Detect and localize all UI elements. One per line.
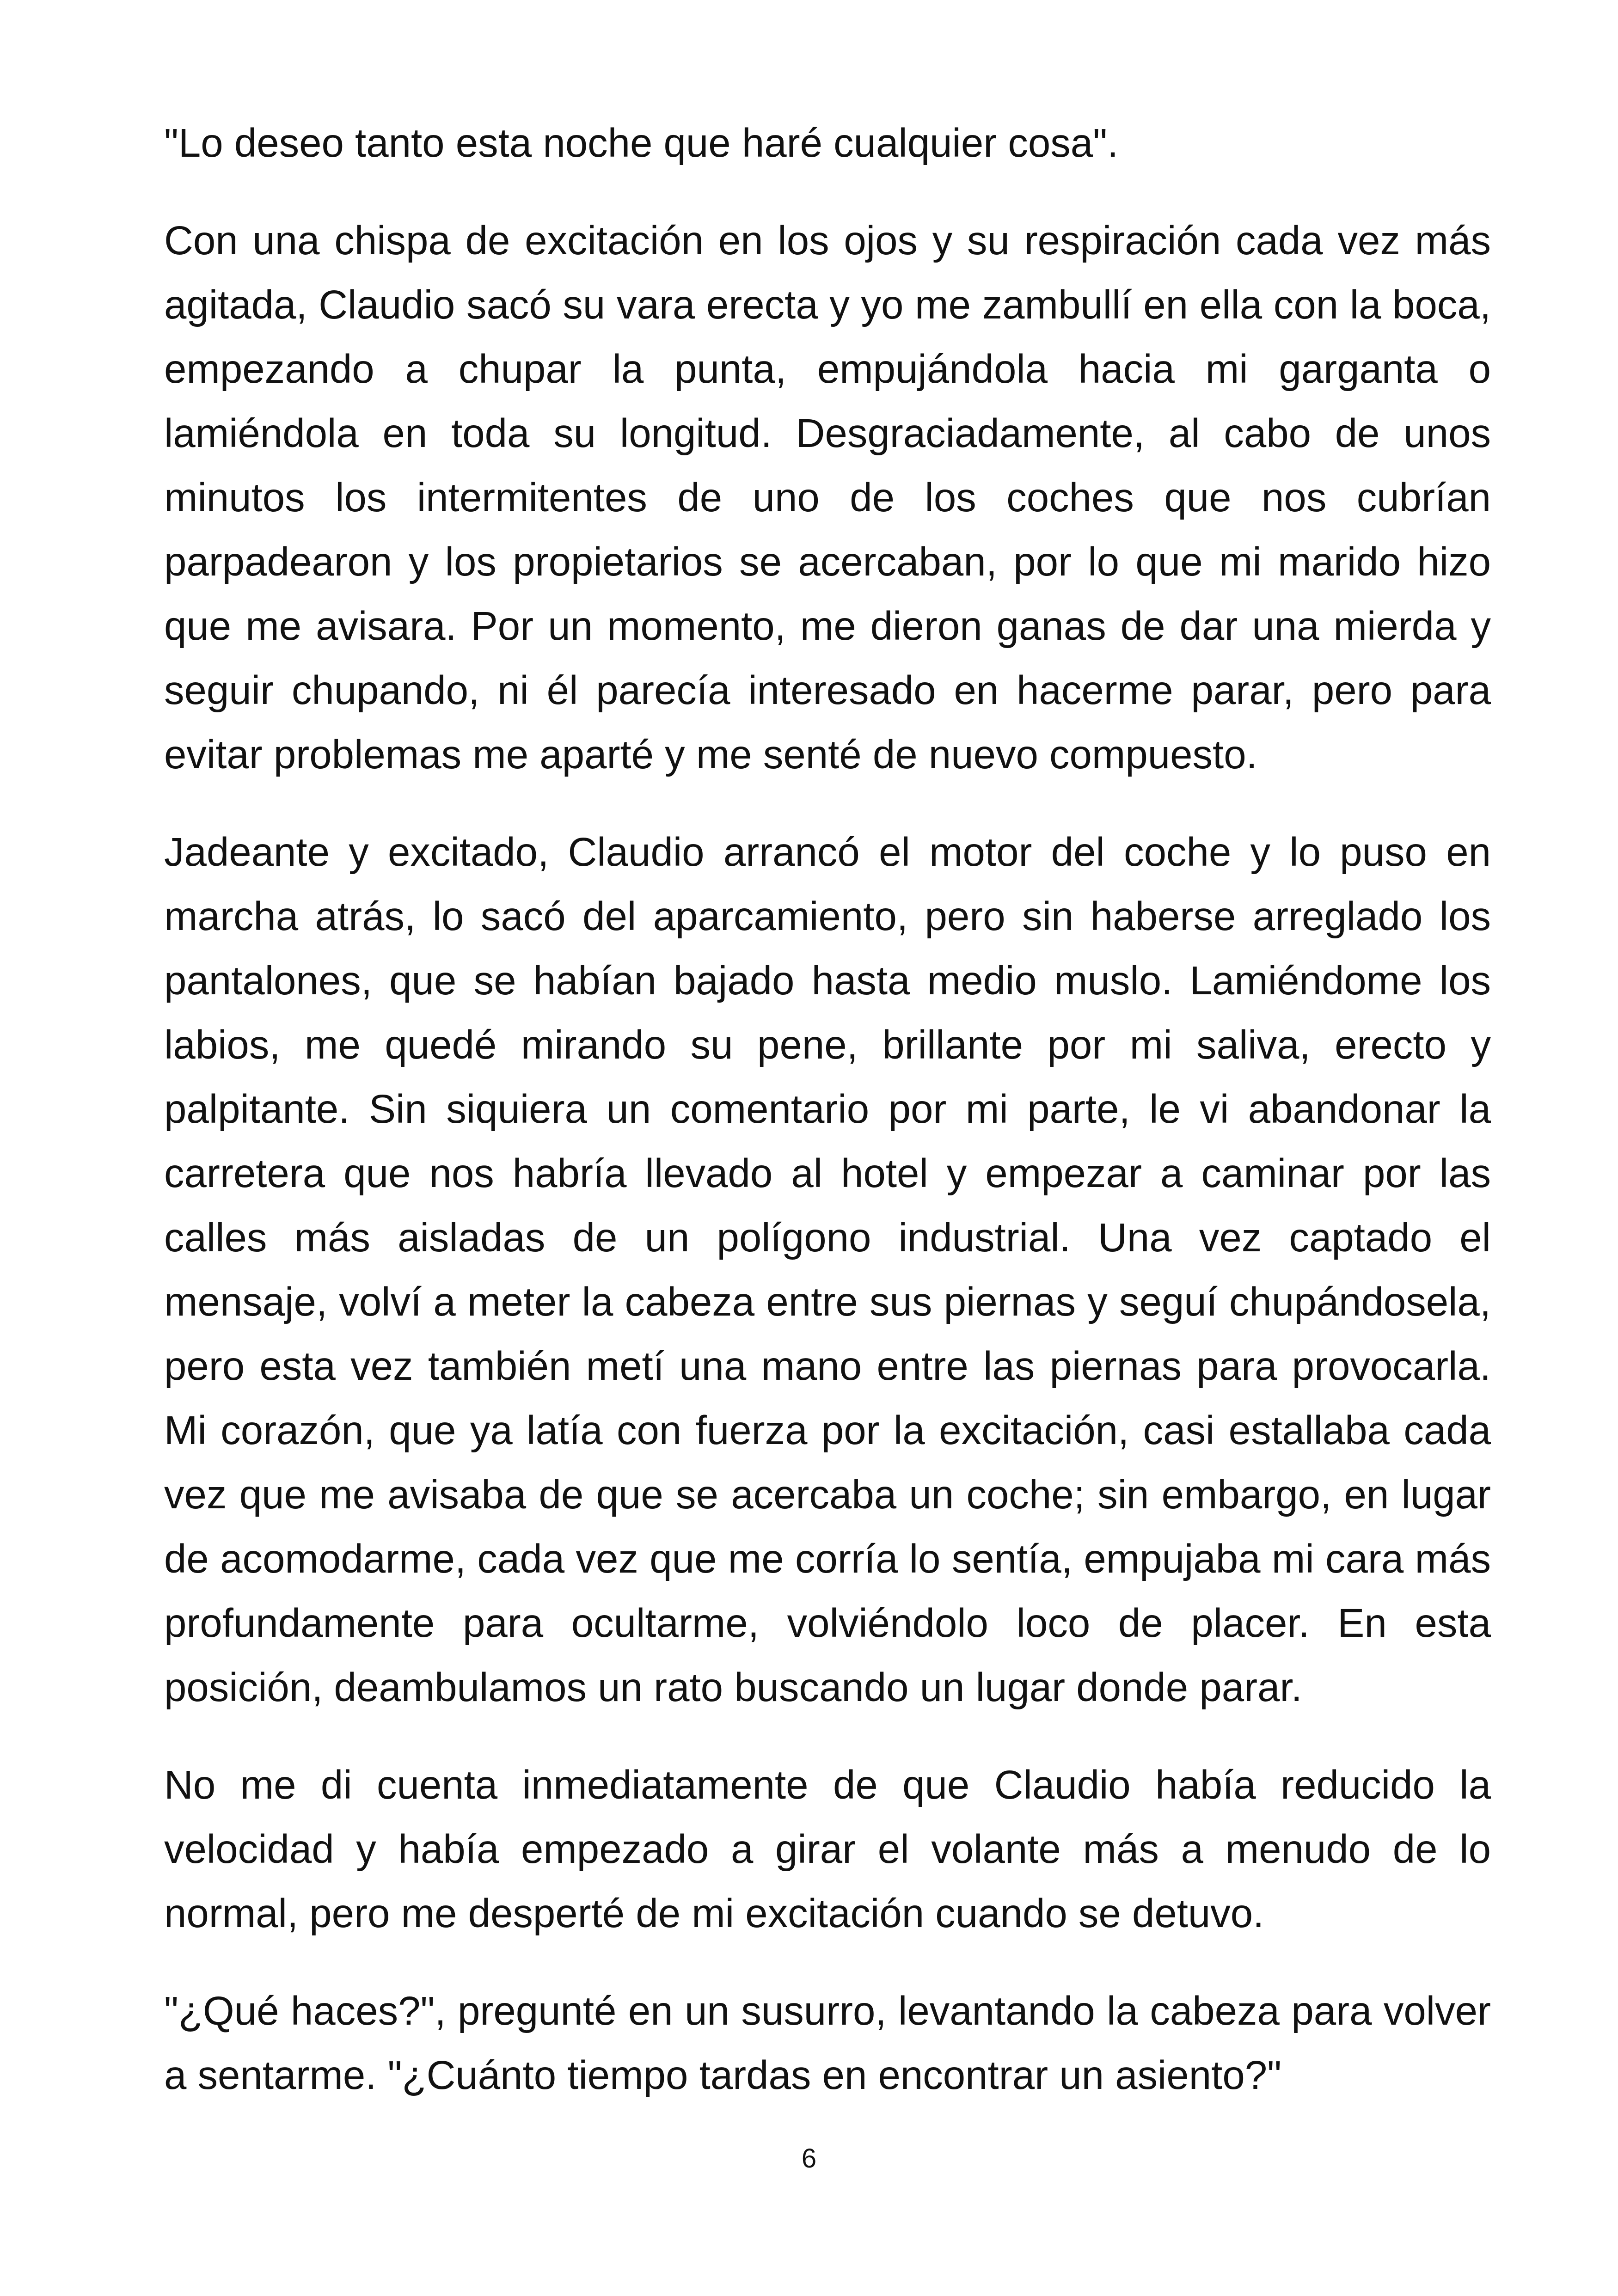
document-body (164, 111, 1491, 2141)
page-number: 6 (801, 2143, 817, 2174)
paragraph-4: No me di cuenta inmediatamente de que Claudio había reducido la velocidad y había empezado a girar el volante más a menudo de lo normal, pero me desperté de mi excitación cuando se detuvo. (164, 1763, 1491, 1936)
paragraph-1: "Lo deseo tanto esta noche que haré cualquier cosa". (164, 121, 1119, 165)
paragraph-2: Con una chispa de excitación en los ojos y su respiración cada vez más agitada, Claudio sacó su vara erecta y yo me zambullí en ella con la boca, empezando a chupar la punta, empujándola hacia mi garganta o lamiéndola en toda su longitud. Desgraciadamente, al cabo de unos minutos los intermitentes de uno de los coches que nos cubrían parpadearon y los propietarios se acercaban, por lo que mi marido hizo que me avisara. Por un momento, me dieron ganas de dar una mierda y seguir chupando, ni él parecía interesado en hacerme parar, pero para evitar problemas me aparté y me senté de nuevo compuesto. (164, 218, 1491, 777)
paragraph-3: Jadeante y excitado, Claudio arrancó el motor del coche y lo puso en marcha atrás, lo sacó del aparcamiento, pero sin haberse arreglado los pantalones, que se habían bajado hasta medio muslo. Lamiéndome los labios, me quedé mirando su pene, brillante por mi saliva, erecto y palpitante. Sin siquiera un comentario por mi parte, le vi abandonar la carretera que nos habría llevado al hotel y empezar a caminar por las calles más aisladas de un polígono industrial. Una vez captado el mensaje, volví a meter la cabeza entre sus piernas y seguí chupándosela, pero esta vez también metí una mano entre las piernas para provocarla. Mi corazón, que ya latía con fuerza por la excitación, casi estallaba cada vez que me avisaba de que se acercaba un coche; sin embargo, en lugar de acomodarme, cada vez que me corría lo sentía, empujaba mi cara más profundamente para ocultarme, volviéndolo loco de placer. En esta posición, deambulamos un rato buscando un lugar donde parar. (164, 830, 1491, 1710)
paragraph-5: "¿Qué haces?", pregunté en un susurro, levantando la cabeza para volver a sentarme. "¿Cuánto tiempo tardas en encontrar un asiento?" (164, 1989, 1491, 2098)
